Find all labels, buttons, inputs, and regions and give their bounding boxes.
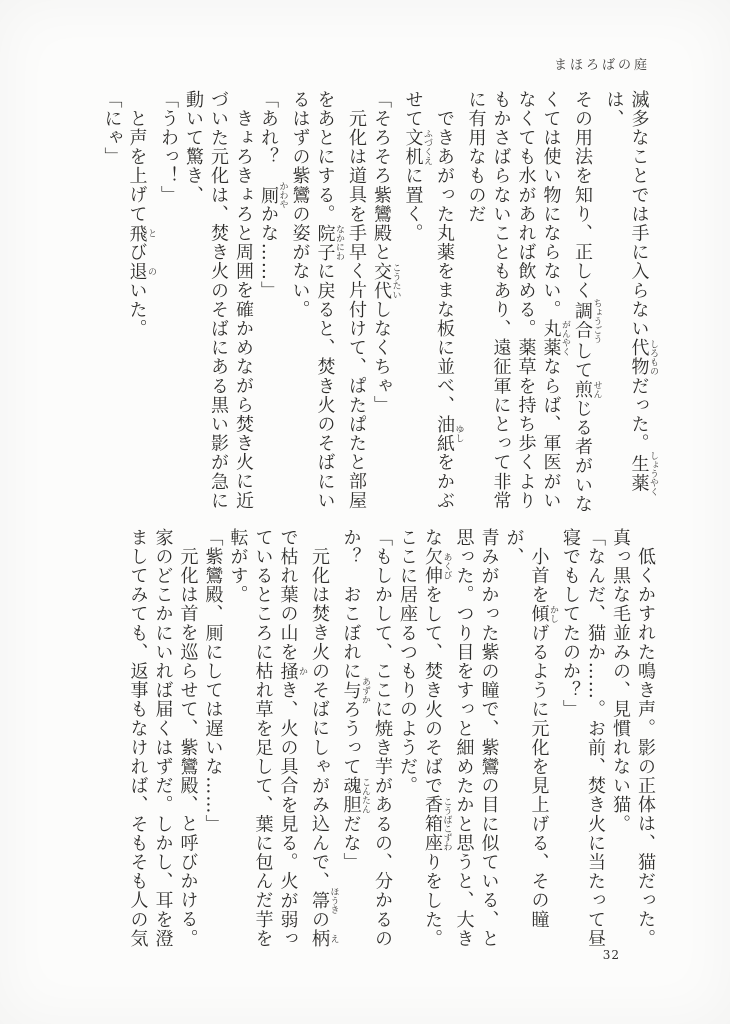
text-line: きょろきょろと周囲を確かめながら焚き火に近 (233, 109, 254, 511)
lower-text-block (110, 528, 658, 958)
text-line: もかさばらないこともあり、遠征軍にとって非常 (490, 90, 512, 511)
ruby-annotated-word: 煎せん (572, 379, 602, 400)
text-line: 家のどこかにいれば届くはずだ。しかし、耳を澄 (152, 528, 174, 949)
ruby-annotated-word: 箒ほうき (309, 886, 339, 914)
ruby-annotated-word: 厠かわや (258, 181, 288, 209)
ruby-annotated-word: 調合ちょうごう (572, 298, 602, 344)
text-line: 「うわっ！」 (158, 90, 179, 205)
text-line: をあとにする。院子なかにわに戻ると、焚き火のそばにい (314, 90, 344, 511)
text-line: と声を上げて飛とび退のいた。 (126, 109, 156, 339)
text-line: 元化は道具を手早く片付けて、ぱたぱたと部屋 (346, 109, 367, 511)
text-line: 思った。つり目をすっと細めたかと思うと、大き (453, 528, 475, 949)
ruby-annotated-word: 魂胆こんたん (340, 776, 370, 815)
text-line: ているところに枯れ草を足して、葉に包んだ芋を (252, 528, 274, 949)
text-line: 「そろそろ紫鸞殿と交代こうたいしなくちゃ」 (371, 90, 401, 415)
text-line: 「あれ？ 厠かわやかな……」 (258, 90, 288, 301)
text-line: 真っ黒な毛並みの、見慣れない猫。 (610, 528, 631, 834)
ruby-annotated-word: 院子なかにわ (314, 223, 344, 262)
ruby-annotated-word: 傾かし (528, 604, 558, 624)
text-line: 小首を傾かしげるように元化を見上げる、その瞳が、 (503, 528, 558, 930)
ruby-annotated-word: 交代こうたい (371, 261, 401, 301)
text-line: 転がす。 (227, 528, 249, 605)
ruby-annotated-word: 丸薬がんやく (540, 319, 570, 358)
ruby-annotated-word: 与あずか (340, 676, 370, 704)
ruby-annotated-word: 文机ふづくえ (402, 128, 432, 167)
ruby-annotated-word: 生薬しょうやく (628, 451, 658, 497)
text-line: 低くかすれた鳴き声。影の正体は、猫だった。 (635, 547, 656, 949)
text-line: なくても水があれば飲める。薬草を持ち歩くより (515, 90, 537, 511)
text-line: に有用なものだ (465, 90, 487, 224)
ruby-annotated-word: 掻か (277, 661, 307, 681)
text-line: 寝でもしてたのか？」 (560, 528, 581, 719)
text-line: 「紫鸞殿、厠にしては遅いな……」 (202, 528, 224, 834)
text-line: な欠伸あくびをして、焚き火のそばで香箱座こうばこずわりをした。 (422, 528, 452, 949)
ruby-annotated-word: 退の (126, 261, 156, 281)
text-line: ここに居座るつもりのようだ。 (397, 528, 418, 796)
text-line: 「にゃ」 (101, 90, 123, 167)
text-line: づいた元化は、焚き火のそばにある黒い影が急に (208, 90, 229, 511)
ruby-annotated-word: 柄え (309, 929, 339, 949)
text-line: その用法を知り、正しく調合ちょうごうして煎せんじる者がいな (572, 90, 602, 514)
text-line: るはずの紫鸞の姿がない。 (289, 90, 311, 320)
text-line: か？ おこぼれに与あずかろうって魂胆こんたんだな」 (340, 528, 370, 872)
text-line: 滅多なことでは手に入らない代物しろものだった。生薬しょうやくは、 (603, 90, 658, 497)
upper-text-block (101, 90, 658, 514)
running-head: まほろばの庭 (553, 58, 650, 73)
text-line: 元化は焚き火のそばにしゃがみ込んで、箒ほうきの柄え (309, 547, 339, 949)
text-line: 元化は首を巡らせて、紫鸞殿、と呼びかける。 (177, 547, 199, 949)
text-line: せて文机ふづくえに置く。 (402, 90, 432, 243)
text-line: 青みがかった紫の瞳で、紫鸞の目に似ている、と (478, 528, 500, 949)
ruby-annotated-word: 代物しろもの (628, 338, 658, 377)
page-number: 32 (602, 948, 620, 962)
text-line: できあがった丸薬をまな板に並べ、油紙ゆしをかぶ (434, 109, 464, 511)
text-line: で枯れ葉の山を掻かき、火の具合を見る。火が弱っ (277, 528, 307, 949)
text-line: 「なんだ、猫か……。お前、焚き火に当たって昼 (585, 528, 606, 949)
text-line: 「もしかして、ここに焼き芋があるの、分かるの (372, 528, 393, 949)
ruby-annotated-word: 欠伸あくび (422, 547, 452, 586)
text-line: ましてみても、返事もなければ、そもそも人の気 (127, 528, 149, 949)
ruby-annotated-word: 香箱座こうばこずわ (422, 795, 452, 853)
text-line: くては使い物にならない。丸薬がんやくならば、軍医がい (540, 90, 570, 511)
text-line: 動いて驚き、 (183, 90, 204, 205)
ruby-annotated-word: 飛と (126, 223, 156, 243)
ruby-annotated-word: 油紙ゆし (434, 414, 464, 453)
